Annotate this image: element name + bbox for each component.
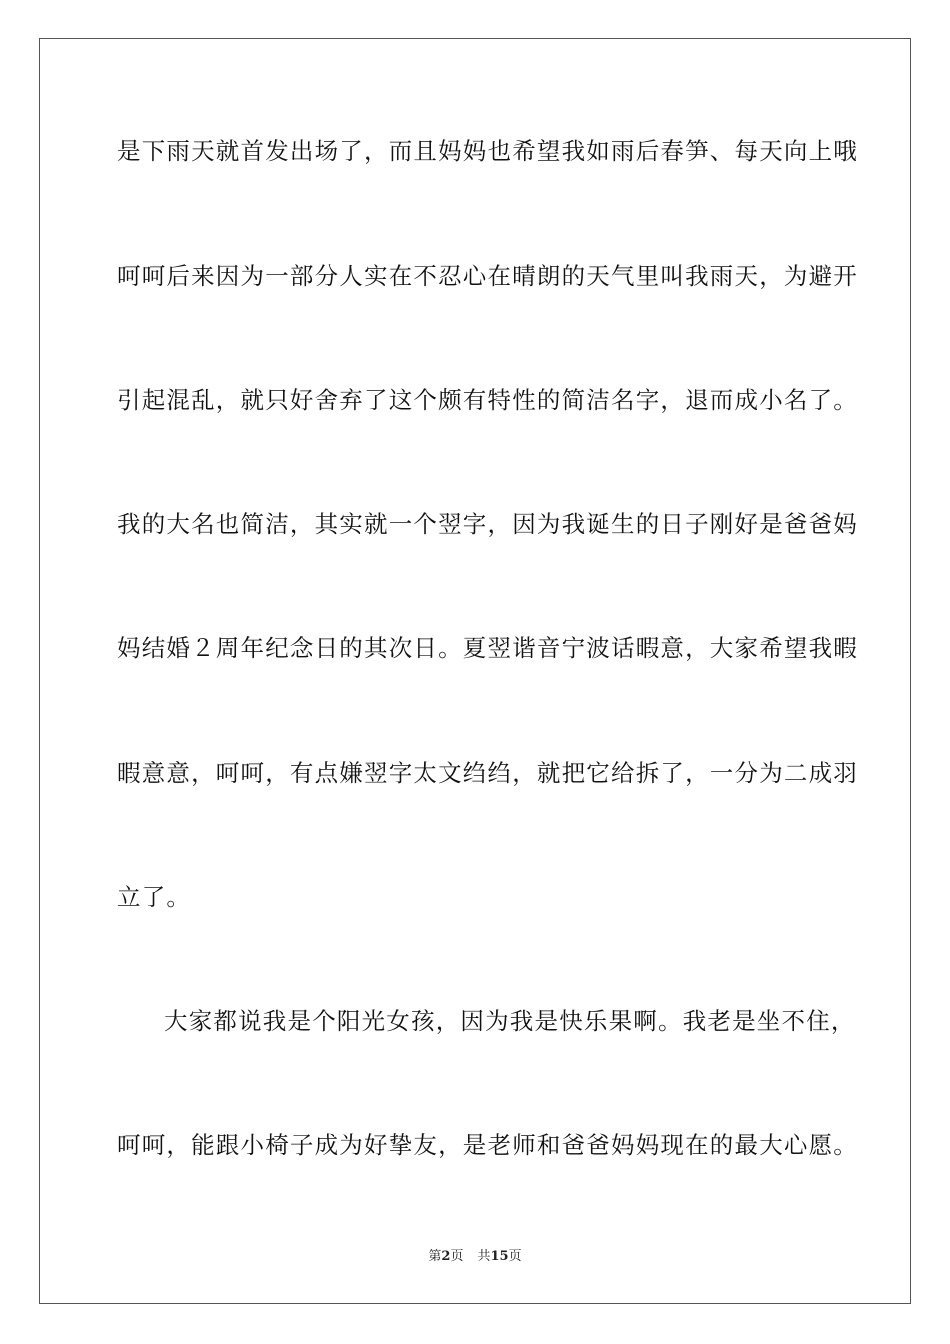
paragraph-line-3: 引起混乱，就只好舍弃了这个颇有特性的简洁名字，退而成小名了。 [117,386,858,414]
total-prefix: 共 [477,1249,491,1264]
paragraph-line-1: 是下雨天就首发出场了，而且妈妈也希望我如雨后春笋、每天向上哦 [117,137,858,165]
paragraph-line-8: 大家都说我是个阳光女孩，因为我是快乐果啊。我老是坐不住， [164,1007,856,1035]
paragraph-line-6: 暇意意，呵呵，有点嫌翌字太文绉绉，就把它给拆了，一分为二成羽 [117,759,858,787]
total-suffix: 页 [508,1249,522,1264]
paragraph-line-7: 立了。 [117,883,192,911]
paragraph-line-5: 妈结婚２周年纪念日的其次日。夏翌谐音宁波话暇意，大家希望我暇 [117,634,858,662]
paragraph-line-4: 我的大名也简洁，其实就一个翌字，因为我诞生的日子刚好是爸爸妈 [117,510,858,538]
page-prefix: 第 [428,1249,442,1264]
page-number: 2 [441,1249,451,1264]
total-pages: 15 [490,1249,509,1264]
page-footer [0,1249,950,1265]
page-suffix: 页 [450,1249,464,1264]
page-border [39,38,911,1304]
paragraph-line-9: 呵呵，能跟小椅子成为好挚友，是老师和爸爸妈妈现在的最大心愿。 [117,1131,858,1159]
paragraph-line-2: 呵呵后来因为一部分人实在不忍心在晴朗的天气里叫我雨天，为避开 [117,262,858,290]
